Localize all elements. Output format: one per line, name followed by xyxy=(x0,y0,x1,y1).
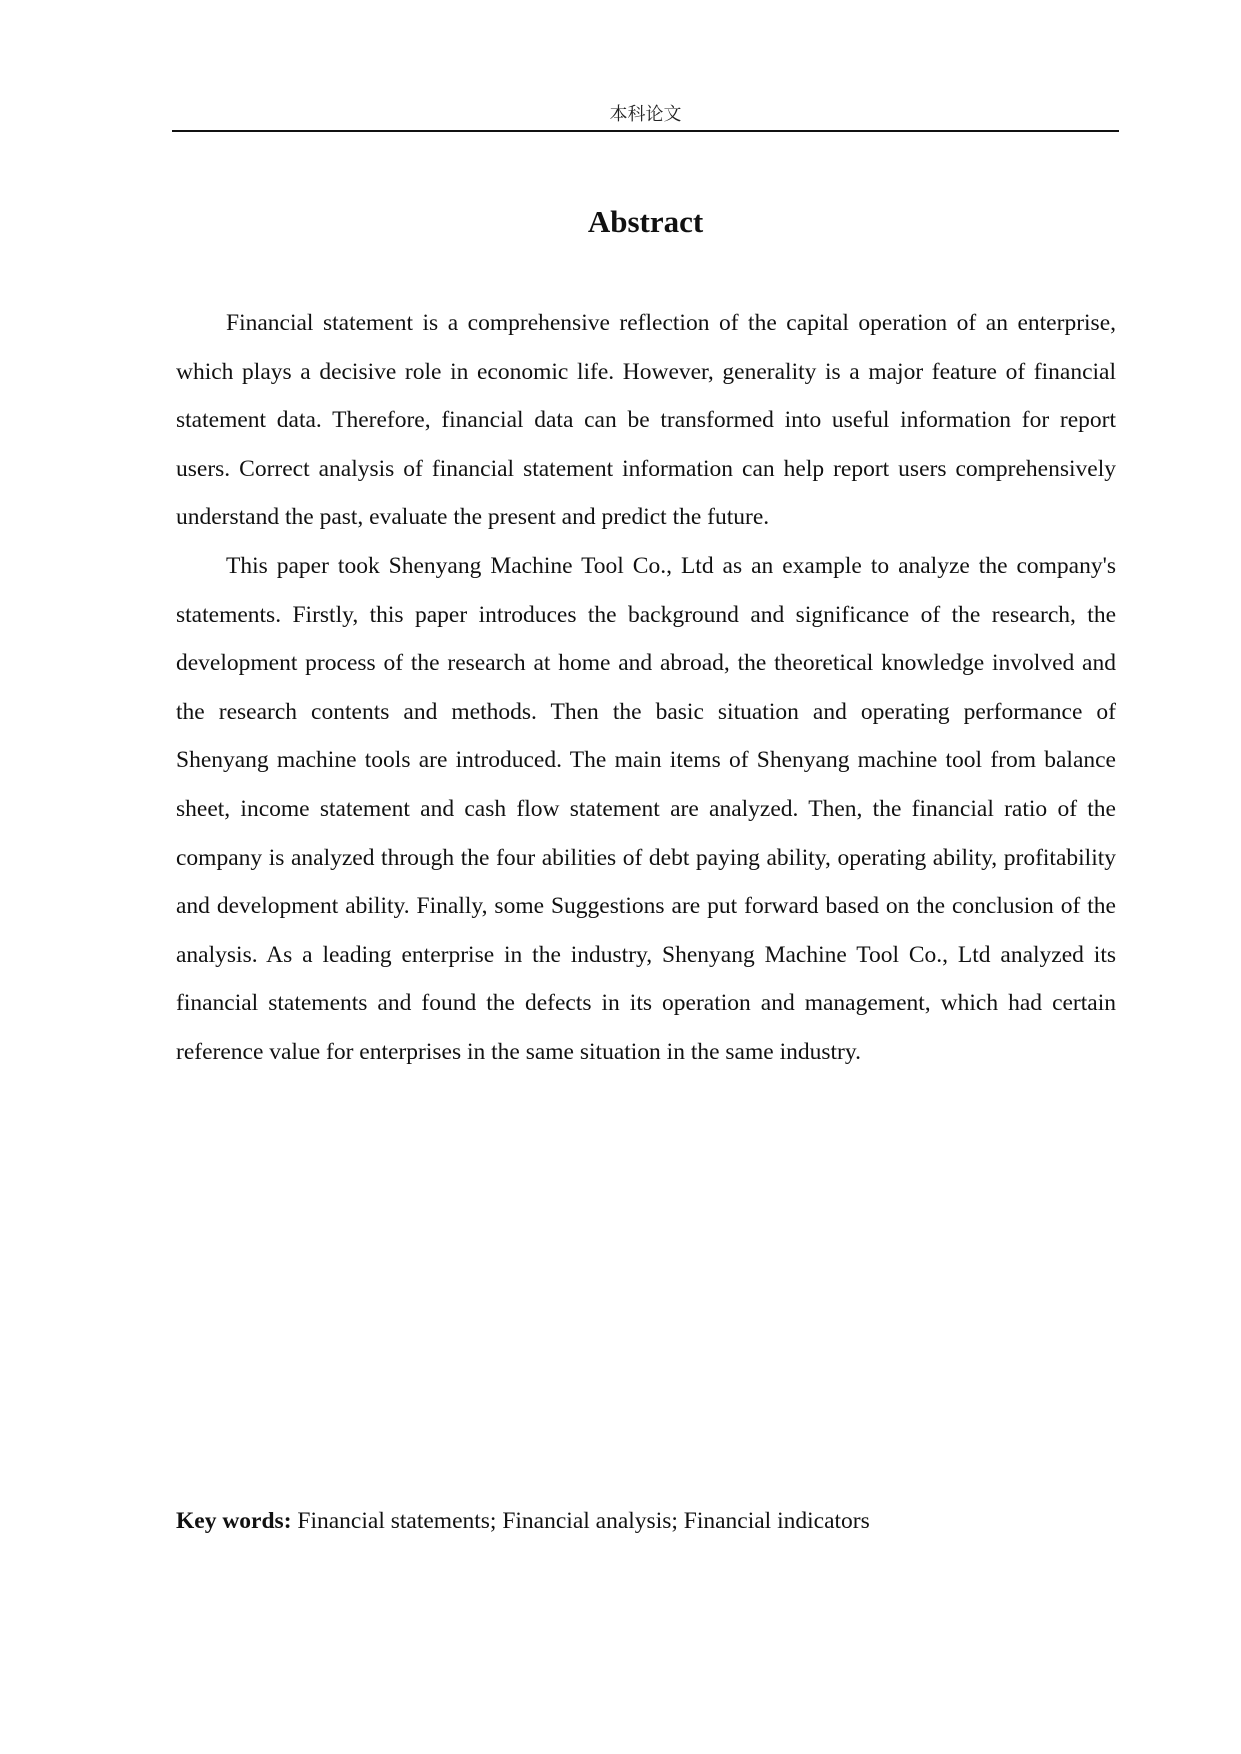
keywords-text: Financial statements; Financial analysis; Financial indicators xyxy=(291,1508,870,1534)
keywords-line xyxy=(176,1503,1116,1539)
abstract-body xyxy=(176,299,1116,1077)
abstract-title: Abstract xyxy=(587,204,704,239)
keywords-label: Key words: xyxy=(176,1508,292,1534)
header-rule xyxy=(172,130,1119,132)
running-header: 本科论文 xyxy=(609,104,682,125)
abstract-paragraph-2: This paper took Shenyang Machine Tool Co., Ltd as an example to analyze the company's statements. Firstly, this paper introduces the background and significance of the research, the development process of the research at home and abroad, the theoretical knowledge involved and the research contents and methods. Then the basic situation and operating performance of Shenyang machine tools are introduced. The main items of Shenyang machine tool from balance sheet, income statement and cash flow statement are analyzed. Then, the financial ratio of the company is analyzed through the four abilities of debt paying ability, operating ability, profitability and development ability. Finally, some Suggestions are put forward based on the conclusion of the analysis. As a leading enterprise in the industry, Shenyang Machine Tool Co., Ltd analyzed its financial statements and found the defects in its operation and management, which had certain reference value for enterprises in the same situation in the same industry. xyxy=(176,552,1116,1065)
abstract-paragraph-1: Financial statement is a comprehensive reflection of the capital operation of an enterprise, which plays a decisive role in economic life. However, generality is a major feature of financial statement data. Therefore, financial data can be transformed into useful information for report users. Correct analysis of financial statement information can help report users comprehensively understand the past, evaluate the present and predict the future. xyxy=(176,310,1116,531)
